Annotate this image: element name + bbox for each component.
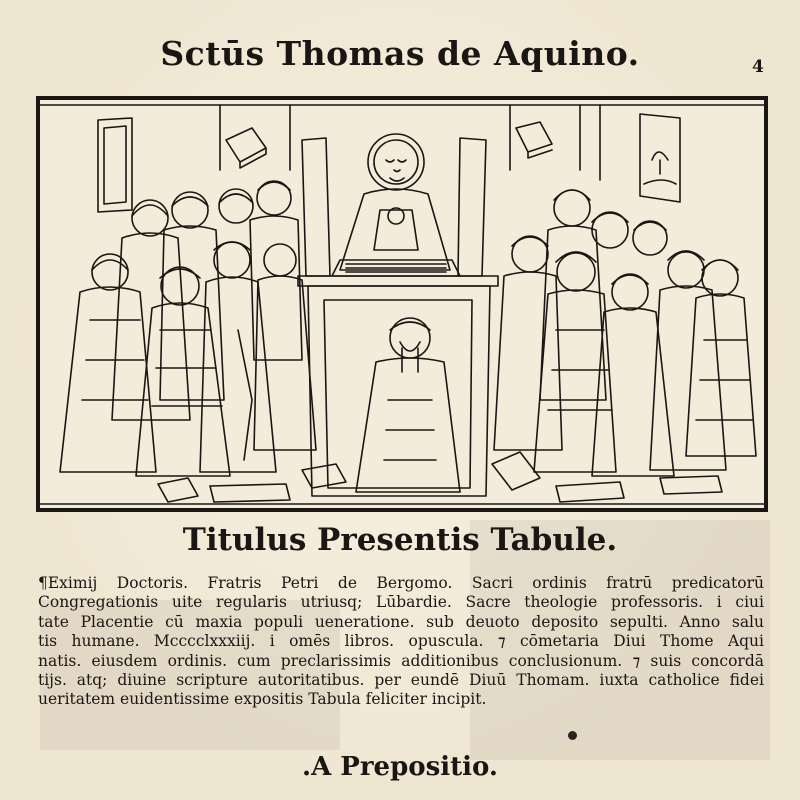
section-title: Titulus Presentis Tabule. (182, 522, 618, 558)
body-line: natis. eiusdem ordinis. cum preclarissimis additionibus conclusionum. ⁊ suis concordā (38, 651, 764, 670)
page-header-title: Sctūs Thomas de Aquino. (160, 34, 640, 73)
page-number: 4 (752, 57, 764, 77)
body-line: Congregationis uite regularis utriusq; Lūbardie. Sacre theologie professoris. i ciui (38, 593, 764, 612)
body-line: tijs. atq; diuine scripture autoritatibus. per eundē Diuū Thomam. iuxta catholice fidei (38, 671, 764, 690)
woodcut-drawing (40, 100, 764, 508)
body-paragraph (38, 574, 764, 710)
body-line: tate Placentie cū maxia populi ueneratione. sub deuoto deposito sepulti. Anno salu (38, 612, 764, 631)
ink-speck (568, 731, 577, 740)
woodcut-illustration (36, 96, 768, 512)
body-line: ¶Eximij Doctoris. Fratris Petri de Bergomo. Sacri ordinis fratrū predicatorū (38, 574, 764, 592)
closing-heading: .A Prepositio. (302, 752, 498, 782)
body-line: tis humane. Mcccclxxxiij. i omēs libros. opuscula. ⁊ cōmetaria Diui Thome Aqui (38, 632, 764, 651)
body-line: ueritatem euidentissime expositis Tabula feliciter incipit. (38, 690, 487, 709)
